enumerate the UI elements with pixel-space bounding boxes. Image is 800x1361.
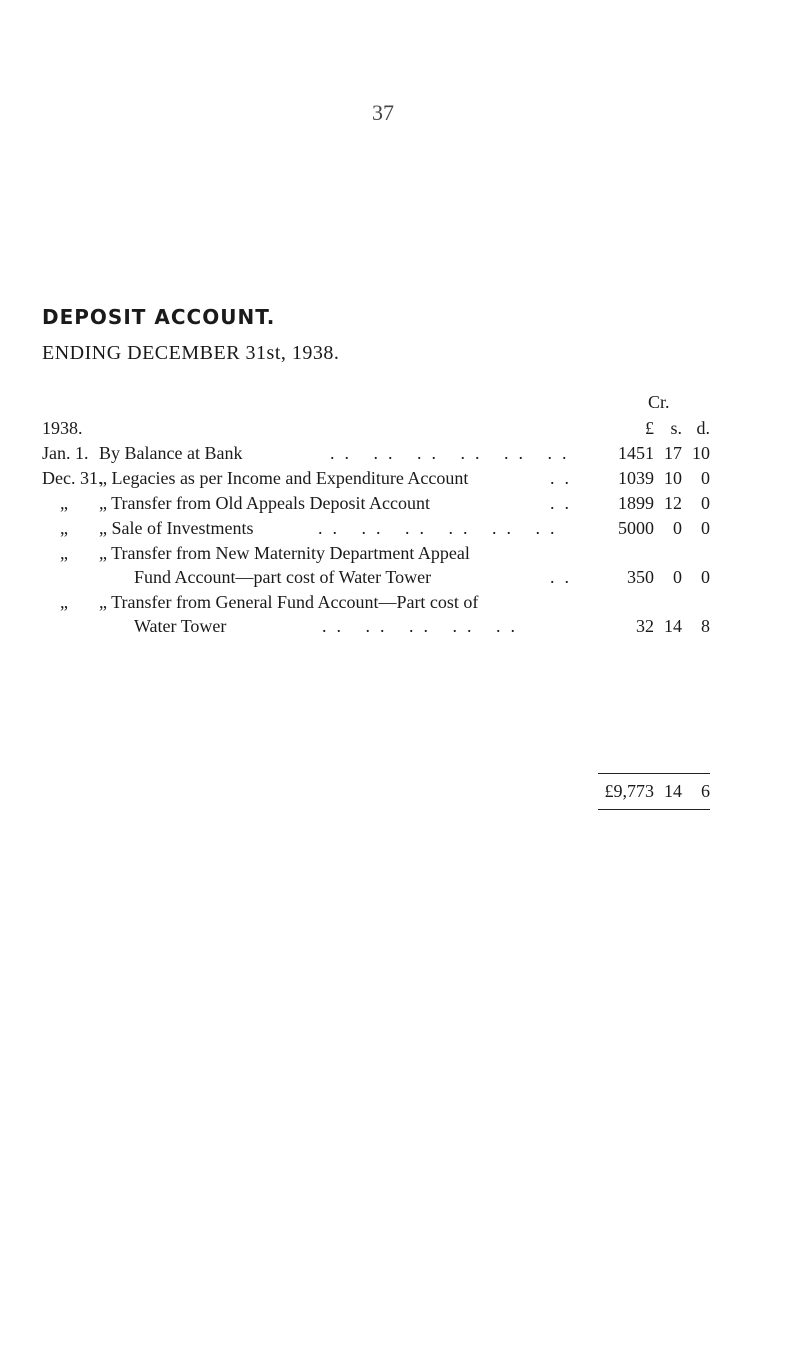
pounds-value: 5000 xyxy=(618,518,654,538)
row-description: „ Sale of Investments xyxy=(99,518,254,538)
pounds-value: 32 xyxy=(636,616,654,636)
pounds-value: 1039 xyxy=(618,468,654,488)
total-bottom-rule xyxy=(598,809,710,810)
shillings-value: 0 xyxy=(673,518,682,538)
pence-header: d. xyxy=(696,418,710,438)
leader-dots: .. xyxy=(550,468,579,488)
row-description: „ Transfer from General Fund Account—Part cost of xyxy=(99,592,479,612)
total-shillings: 14 xyxy=(664,781,682,801)
pence-value: 0 xyxy=(701,468,710,488)
shillings-value: 14 xyxy=(664,616,682,636)
year-label: 1938. xyxy=(42,418,83,438)
row-date: Dec. 31. xyxy=(42,468,103,488)
page-subtitle: ENDING DECEMBER 31st, 1938. xyxy=(42,342,340,364)
pence-value: 10 xyxy=(692,443,710,463)
credit-label: Cr. xyxy=(648,392,670,412)
row-description-continued: Water Tower xyxy=(134,616,227,636)
leader-dots: .. .. .. .. .. .. xyxy=(318,518,565,538)
row-description: „ Transfer from New Maternity Department Appeal xyxy=(99,543,470,563)
shillings-header: s. xyxy=(670,418,682,438)
pence-value: 8 xyxy=(701,616,710,636)
page-number: 37 xyxy=(372,100,394,125)
leader-dots: .. xyxy=(550,567,579,587)
shillings-value: 12 xyxy=(664,493,682,513)
pounds-value: 1899 xyxy=(618,493,654,513)
page-title: DEPOSIT ACCOUNT. xyxy=(42,305,276,329)
leader-dots: .. .. .. .. .. xyxy=(322,616,525,636)
leader-dots: .. .. .. .. .. .. xyxy=(330,443,577,463)
row-date: „ xyxy=(60,518,68,538)
leader-dots: .. xyxy=(550,493,579,513)
total-top-rule xyxy=(598,773,710,774)
pence-value: 0 xyxy=(701,567,710,587)
row-date: „ xyxy=(60,543,68,563)
pounds-value: 1451 xyxy=(618,443,654,463)
row-description: By Balance at Bank xyxy=(99,443,243,463)
row-description: „ Legacies as per Income and Expenditure Account xyxy=(99,468,469,488)
row-date: „ xyxy=(60,493,68,513)
shillings-value: 10 xyxy=(664,468,682,488)
pence-value: 0 xyxy=(701,493,710,513)
total-pence: 6 xyxy=(701,781,710,801)
pounds-header: £ xyxy=(645,418,654,438)
pounds-value: 350 xyxy=(627,567,654,587)
pence-value: 0 xyxy=(701,518,710,538)
shillings-value: 17 xyxy=(664,443,682,463)
row-date: Jan. 1. xyxy=(42,443,89,463)
total-pounds: £9,773 xyxy=(604,781,654,801)
row-description: „ Transfer from Old Appeals Deposit Account xyxy=(99,493,430,513)
row-description-continued: Fund Account—part cost of Water Tower xyxy=(134,567,432,587)
row-date: „ xyxy=(60,592,68,612)
shillings-value: 0 xyxy=(673,567,682,587)
